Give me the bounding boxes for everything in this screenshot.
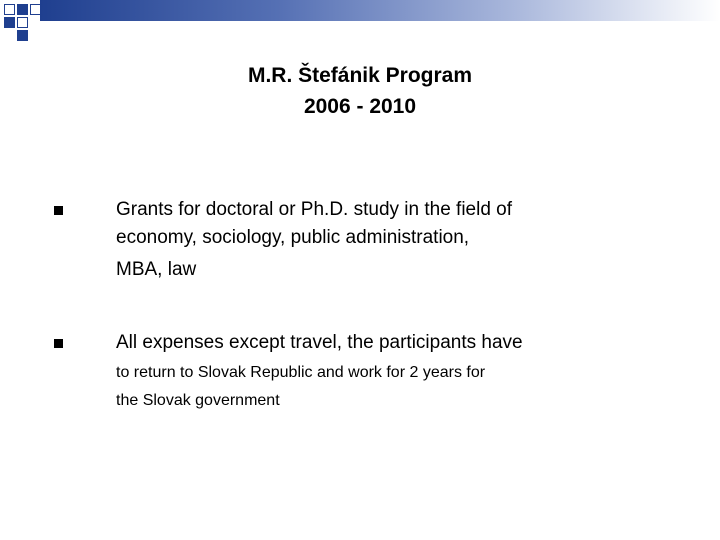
bullet-line: economy, sociology, public administration,: [116, 227, 470, 248]
bullet-square-icon: [54, 339, 63, 348]
bullet-line: All expenses except travel, the participants have: [116, 332, 523, 353]
corner-square: [4, 17, 15, 28]
corner-square: [4, 4, 15, 15]
bullet-square-icon: [54, 206, 63, 215]
header-gradient-bar: [40, 0, 720, 21]
bullet-line: the Slovak government: [116, 392, 280, 409]
bullet-line: MBA, law: [116, 259, 197, 280]
title-line: 2006 - 2010: [303, 95, 417, 118]
bullet-line: Grants for doctoral or Ph.D. study in the field of: [116, 199, 513, 220]
title-line: M.R. Štefánik Program: [247, 64, 473, 87]
corner-square: [17, 17, 28, 28]
bullet-item: [116, 194, 706, 286]
corner-square: [17, 4, 28, 15]
slide-title: [0, 60, 720, 122]
corner-square: [17, 30, 28, 41]
bullet-line: to return to Slovak Republic and work for 2 years for: [116, 364, 486, 381]
bullet-item: [116, 327, 706, 415]
